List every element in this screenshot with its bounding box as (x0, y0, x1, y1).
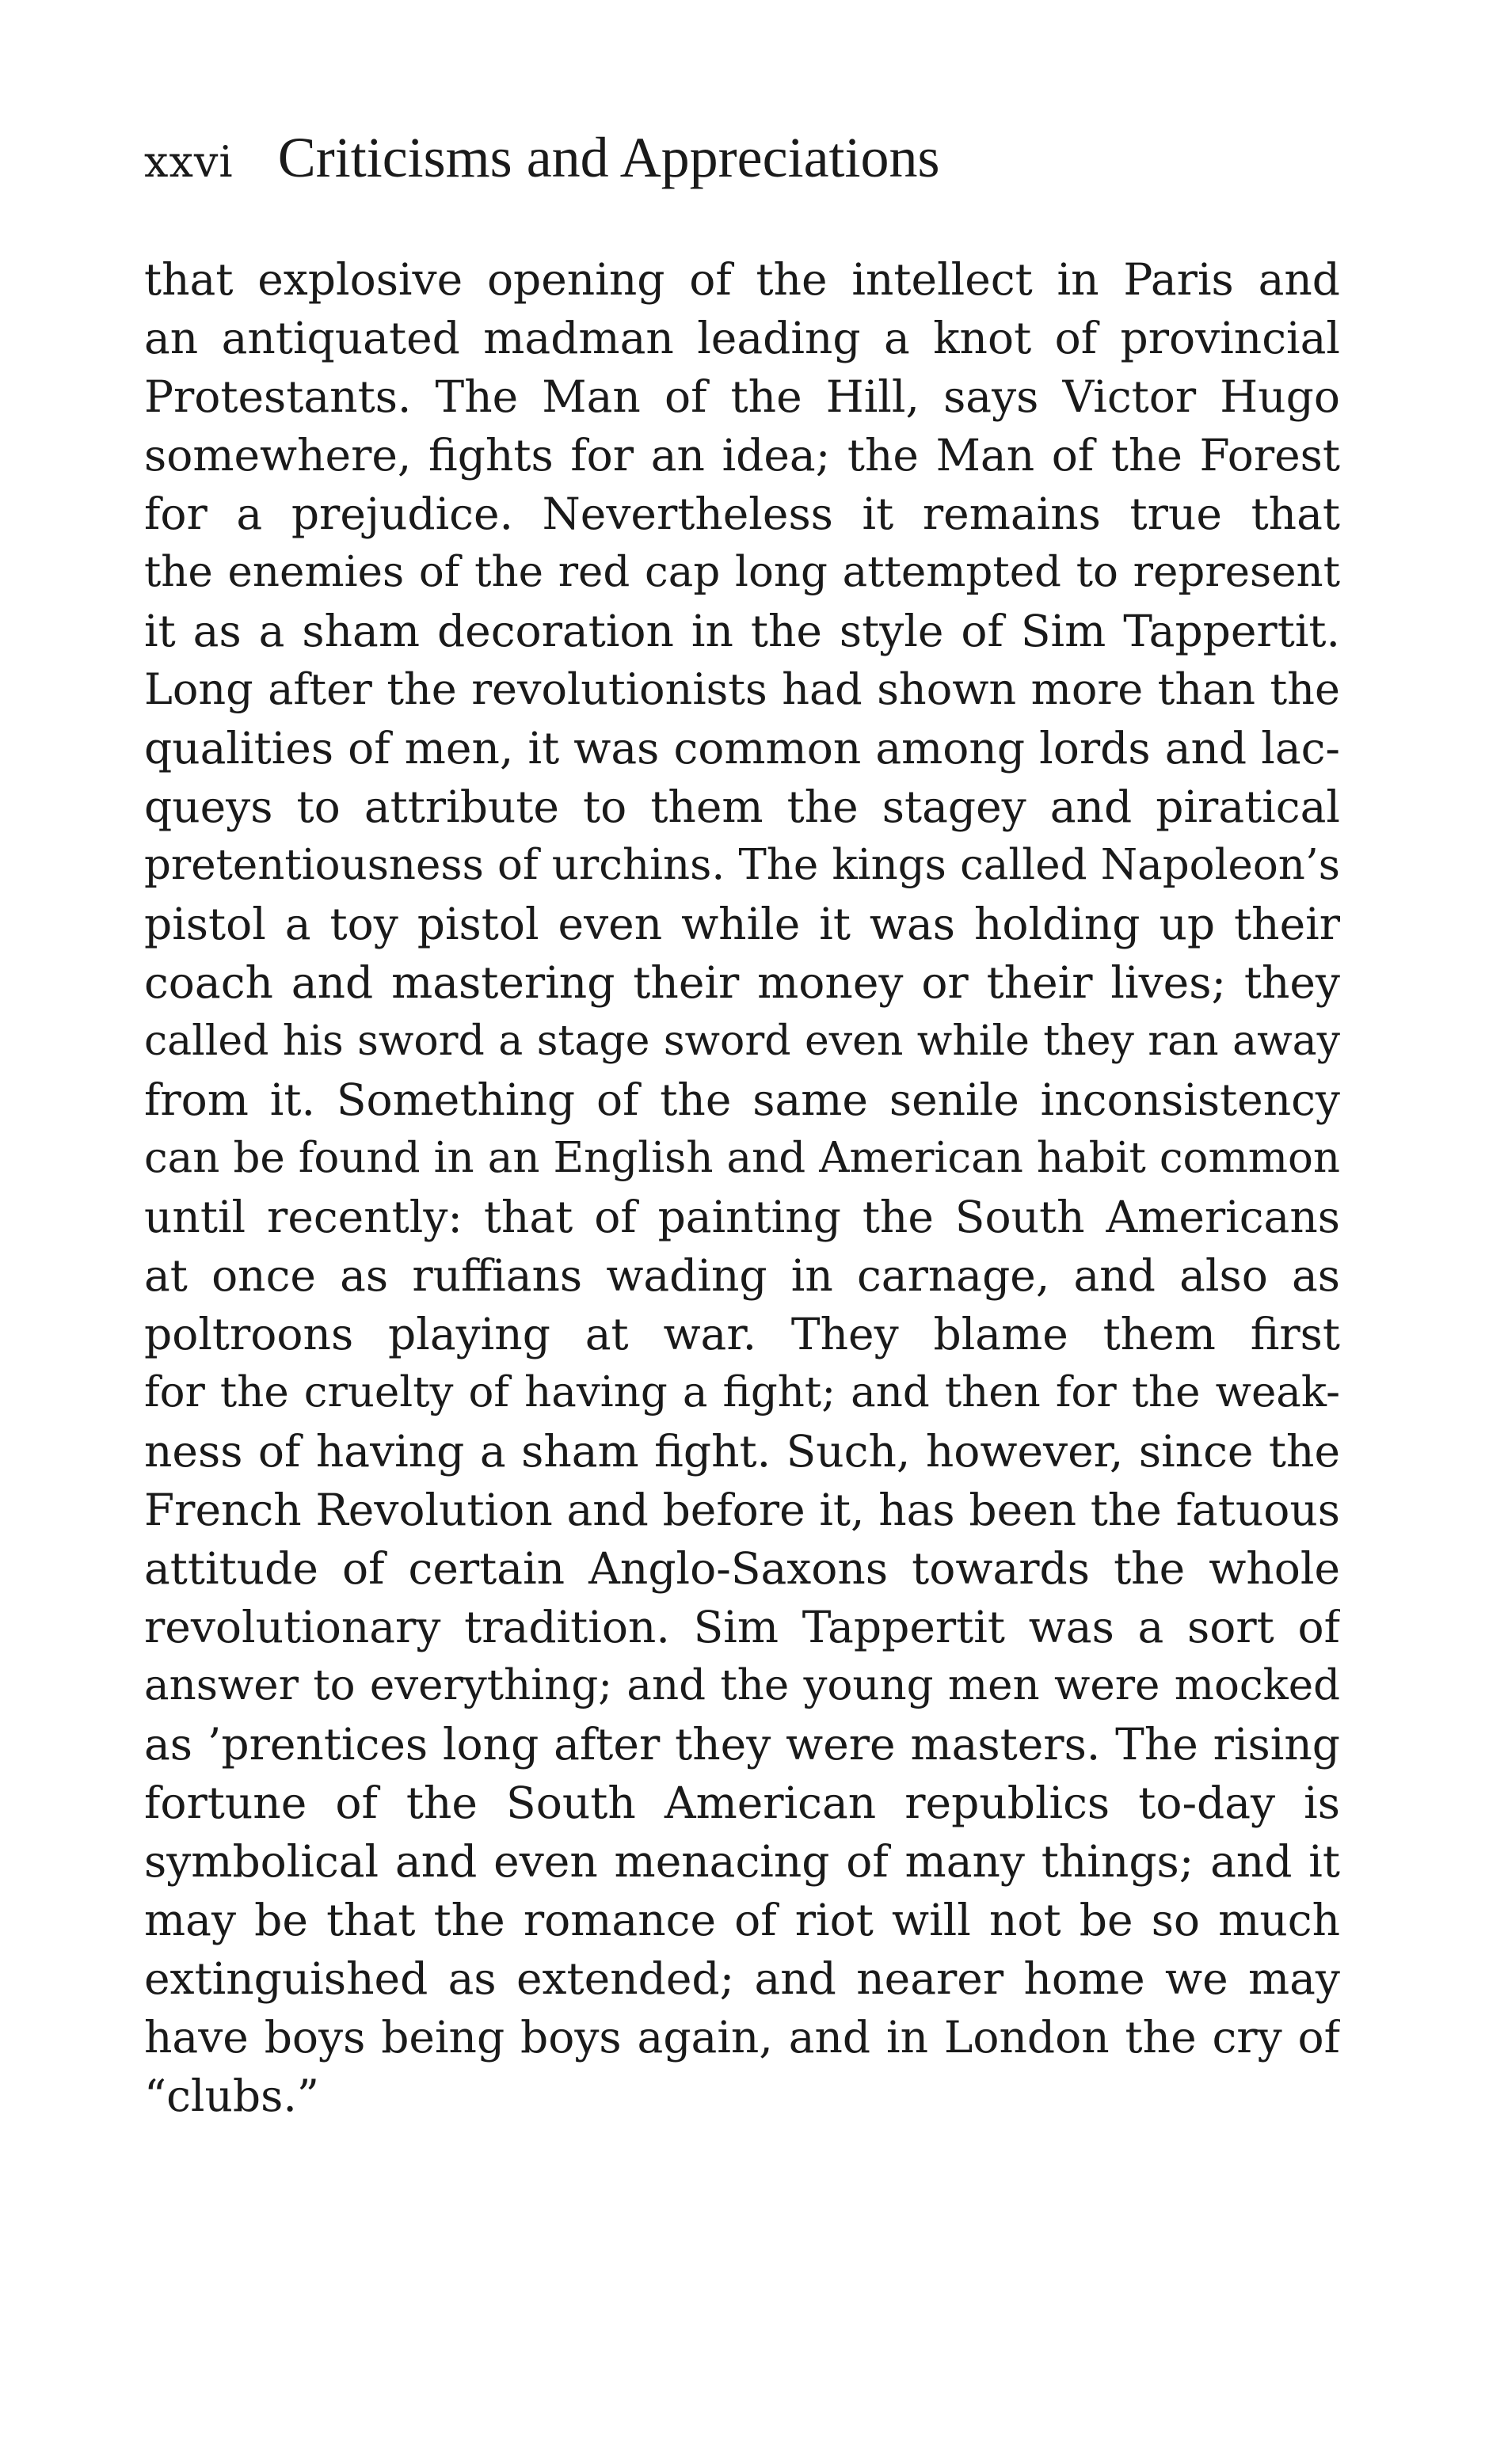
text-line: have boys being boys again, and in London the cry of (144, 2012, 1340, 2063)
text-line: Protestants. The Man of the Hill, says Victor Hugo (144, 371, 1340, 422)
text-line: symbolical and even menacing of many things; and it (144, 1836, 1340, 1887)
text-line: that explosive opening of the intellect in Paris and (144, 254, 1340, 305)
text-line: French Revolution and before it, has been the fatuous (144, 1485, 1340, 1535)
text-line: attitude of certain Anglo-Saxons towards the whole (144, 1543, 1340, 1594)
text-line: answer to everything; and the young men were mocked (144, 1661, 1340, 1709)
text-line: revolutionary tradition. Sim Tappertit was a sort of (144, 1602, 1340, 1652)
text-line: qualities of men, it was common among lords and lac- (144, 723, 1340, 774)
text-line: an antiquated madman leading a knot of provincial (144, 313, 1340, 363)
text-line: at once as ruffians wading in carnage, and also as (144, 1250, 1340, 1301)
text-line: fortune of the South American republics to-day is (144, 1778, 1340, 1828)
text-line: the enemies of the red cap long attempted to represent (144, 548, 1340, 596)
running-title: Criticisms and Appreciations (277, 126, 940, 189)
text-line: from it. Something of the same senile inconsistency (144, 1074, 1340, 1125)
text-line: for the cruelty of having a fight; and then for the weak- (144, 1368, 1340, 1416)
text-line: it as a sham decoration in the style of Sim Tappertit. (144, 606, 1340, 656)
text-line: pistol a toy pistol even while it was holding up their (144, 899, 1340, 949)
text-line: called his sword a stage sword even while they ran away (144, 1017, 1340, 1065)
text-line: until recently: that of painting the South Americans (144, 1192, 1340, 1242)
text-line-final: “clubs.” (144, 2070, 319, 2121)
text-line: poltroons playing at war. They blame them first (144, 1309, 1340, 1359)
text-line: ness of having a sham fight. Such, however, since the (144, 1426, 1340, 1477)
text-line: coach and mastering their money or their lives; they (144, 957, 1340, 1008)
text-line: pretentiousness of urchins. The kings called Napoleon’s (144, 841, 1340, 889)
page-number: xxvi (144, 137, 234, 187)
text-line: somewhere, fights for an idea; the Man of the Forest (144, 430, 1340, 481)
text-line: extinguished as extended; and nearer home we may (144, 1953, 1340, 2004)
text-line: as ’prentices long after they were masters. The rising (144, 1719, 1340, 1770)
text-line: can be found in an English and American habit common (144, 1134, 1340, 1182)
body-text (144, 250, 1340, 2125)
text-line: for a prejudice. Nevertheless it remains true that (144, 489, 1340, 539)
text-line: may be that the romance of riot will not be so much (144, 1895, 1340, 1945)
running-head (144, 125, 1364, 196)
text-line: Long after the revolutionists had shown more than the (144, 664, 1340, 714)
text-line: queys to attribute to them the stagey and piratical (144, 781, 1340, 832)
